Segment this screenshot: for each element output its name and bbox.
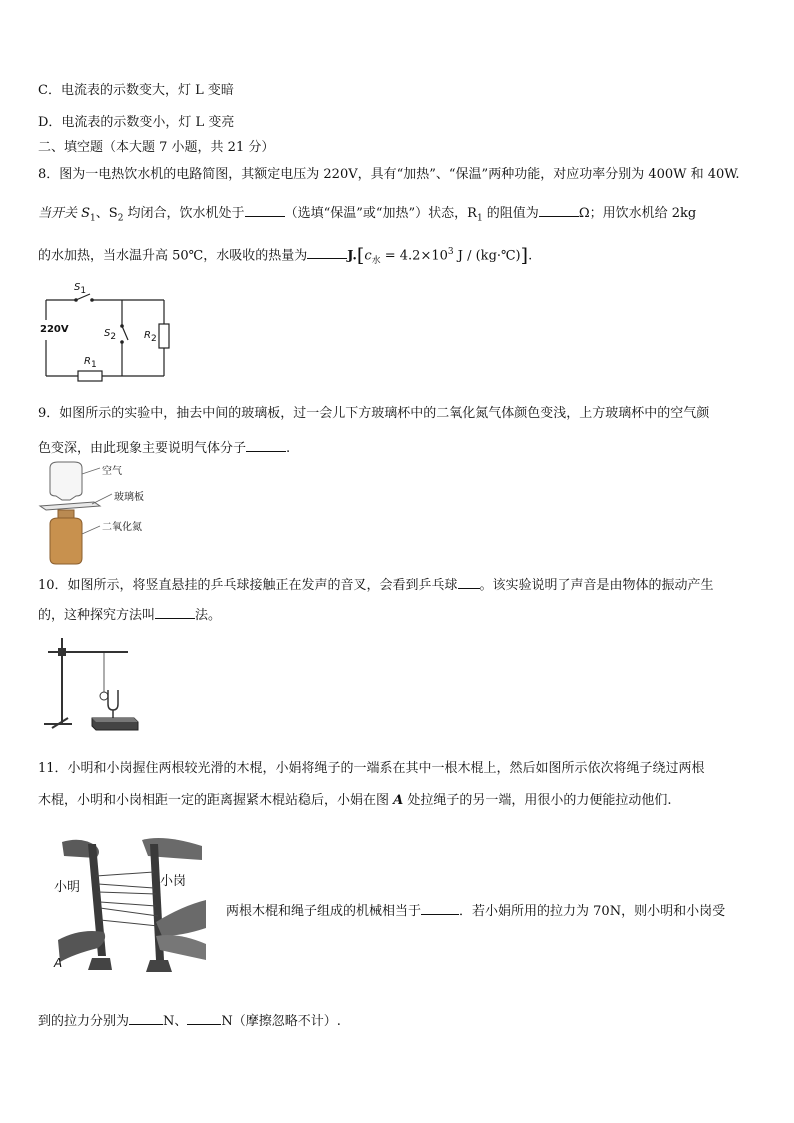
q11-blank-force-gang[interactable] — [187, 1010, 221, 1025]
q8-blank-state[interactable] — [245, 202, 285, 217]
q8-blank-resistance[interactable] — [539, 202, 579, 217]
q11-line2: 木棍，小明和小岗相距一定的距离握紧木棍站稳后，小娟在图 A 处拉绳子的另一端，用很小的力便能拉动他们. — [38, 793, 672, 808]
q9-gas-diffusion-figure — [36, 460, 166, 566]
q10-blank-observation[interactable] — [458, 574, 480, 589]
jars-drawing — [36, 460, 166, 566]
q10-line2: 的，这种探究方法叫 法。 — [38, 604, 221, 625]
q11-side-text: 两根木棍和绳子组成的机械相当于 ．若小娟所用的拉力为 70N，则小明和小岗受 — [226, 900, 725, 921]
q8-blank-heat[interactable] — [307, 244, 347, 259]
q8-line2: 当开关 $S_1$、$S_2$ 均闭合，饮水机处于 （选填“保温”或“加热”）状态，$R_1$ 的阻值为 Ω；用饮水机给 2kg — [38, 202, 696, 228]
q9-line1: 9．如图所示的实验中，抽去中间的玻璃板，过一会儿下方玻璃杯中的二氧化氮气体颜色变浅，上方玻璃杯中的空气颜 — [38, 406, 710, 421]
q11-line4: 到的拉力分别为 N、 N（摩擦忽略不计）. — [38, 1010, 341, 1031]
q10-tuning-fork-figure — [38, 632, 144, 736]
q8-s1: 当开关 $S_1$ — [38, 206, 96, 224]
label-no2: 二氧化氮 — [102, 522, 142, 533]
q11-sticks-rope-photo — [52, 836, 208, 976]
q9-blank[interactable] — [246, 437, 286, 452]
label-r2: R2 — [144, 330, 157, 344]
q11-line1: 11．小明和小岗握住两根较光滑的木棍，小娟将绳子的一端系在其中一根木棍上，然后如图所示依次将绳子绕过两根 — [38, 761, 705, 776]
q10-line1: 10．如图所示，将竖直悬挂的乒乓球接触正在发声的音叉，会看到乒乓球 。该实验说明了声音是由物体的振动产生 — [38, 574, 714, 595]
section-heading: 二、填空题（本大题 7 小题，共 21 分） — [38, 140, 275, 155]
q8-circuit-diagram — [38, 280, 178, 388]
label-glass-plate: 玻璃板 — [114, 492, 144, 503]
label-xiaoming: 小明 — [54, 880, 81, 895]
q9-line2: 色变深，由此现象主要说明气体分子 . — [38, 437, 290, 458]
label-s2: S2 — [104, 328, 117, 342]
q8-line3: 的水加热，当水温升高 50℃，水吸收的热量为 $J.[c_水 = 4.2\times 10^3$ J / (kg·℃)]. — [38, 244, 533, 267]
option-c: C．电流表的示数变大，灯 L 变暗 — [38, 83, 234, 98]
label-xiaogang: 小岗 — [160, 874, 187, 889]
q8-line1: 8．图为一电热饮水机的电路简图，其额定电压为 220V，具有“加热”、“保温”两种功能，对应功率分别为 400W 和 40W. — [38, 167, 740, 182]
stand-drawing — [38, 632, 144, 736]
label-a: A — [54, 956, 63, 970]
q11-blank-machine[interactable] — [421, 900, 459, 915]
label-r1: R1 — [84, 356, 97, 370]
sticks-drawing — [52, 836, 208, 976]
label-air: 空气 — [102, 466, 122, 477]
label-s1: S1 — [74, 282, 87, 296]
option-d: D．电流表的示数变小，灯 L 变亮 — [38, 115, 235, 130]
q11-blank-force-ming[interactable] — [129, 1010, 163, 1025]
q10-blank-method[interactable] — [155, 604, 195, 619]
label-220v: 220V — [40, 324, 69, 335]
